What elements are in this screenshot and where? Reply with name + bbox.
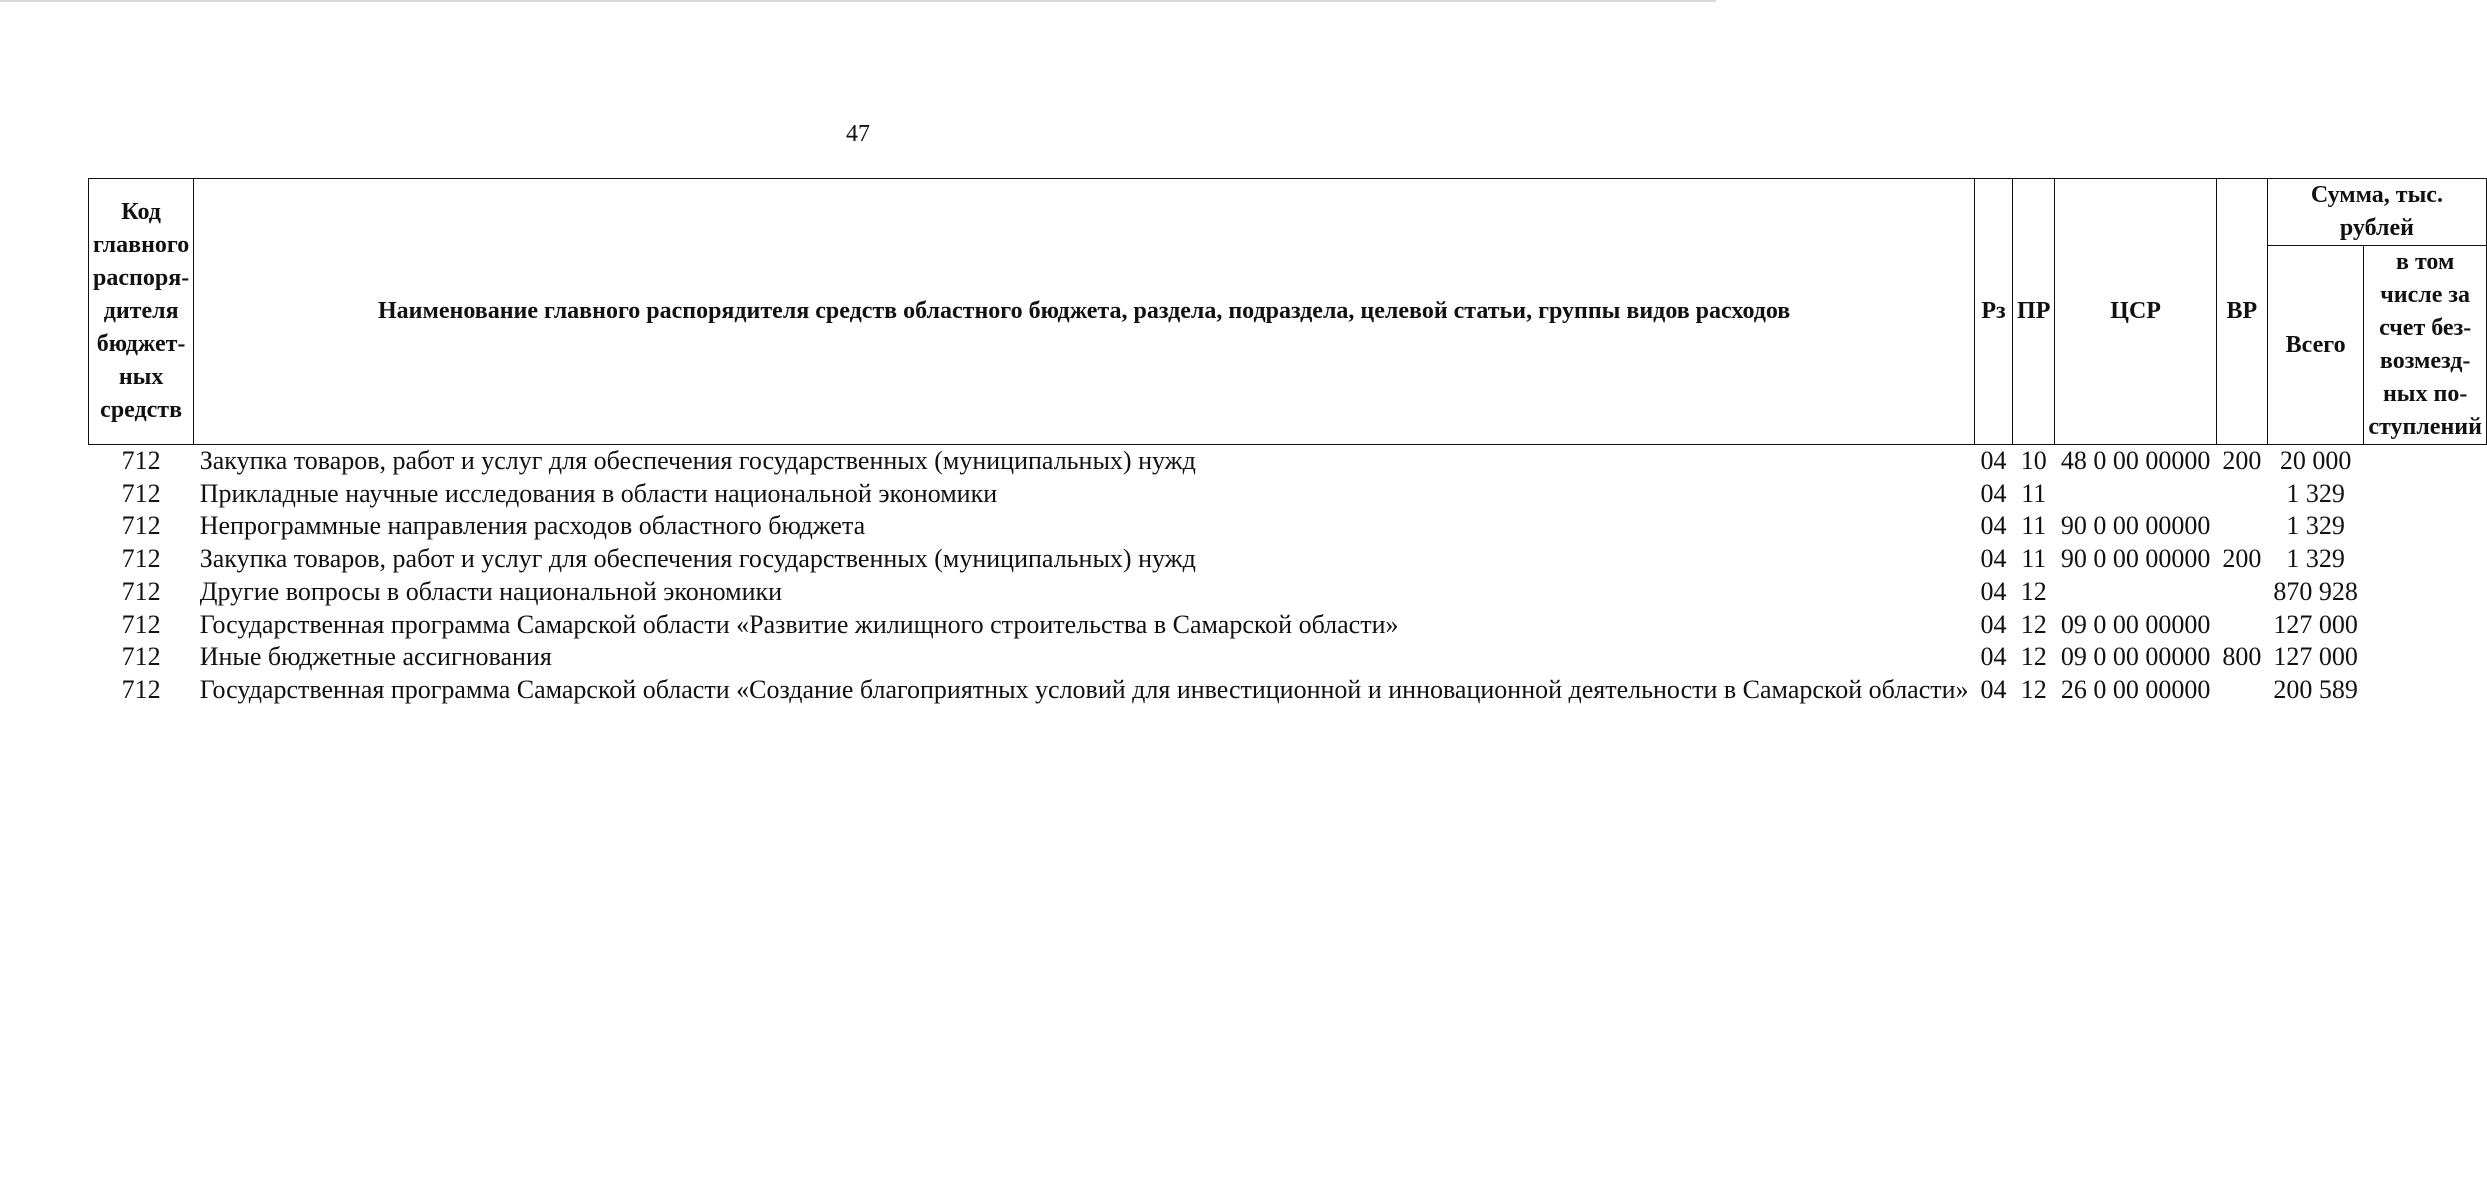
cell-total: 20 000 [2279, 446, 2352, 475]
cell-pr: 12 [2020, 576, 2047, 606]
cell-code: 712 [121, 446, 161, 475]
header-csr: ЦСР [2055, 179, 2217, 445]
cell-csr: 48 0 00 00000 [2060, 446, 2211, 475]
budget-table [88, 178, 2487, 707]
header-code: Код главного распоря-дителя бюджет-ных средств [89, 179, 194, 445]
cell-vr: 800 [2222, 642, 2262, 672]
cell-csr [2055, 576, 2217, 609]
cell-name: Другие вопросы в области национальной экономики [199, 576, 783, 606]
cell-code: 712 [121, 576, 161, 606]
cell-name: Прикладные научные исследования в области национальной экономики [199, 478, 998, 508]
cell-total: 127 000 [2273, 642, 2358, 672]
table-row [89, 641, 2487, 674]
cell-rz: 04 [1980, 478, 2007, 508]
cell-name: Государственная программа Самарской области «Создание благоприятных условий для инвестиционной и инновационной деятельности в Самарской области» [199, 674, 1969, 704]
header-rz: Рз [1975, 179, 2013, 445]
cell-csr: 90 0 00 00000 [2060, 544, 2211, 574]
cell-vr [2216, 510, 2267, 543]
cell-name: Непрограммные направления расходов областного бюджета [199, 511, 866, 541]
cell-incl [2364, 510, 2487, 543]
cell-csr: 26 0 00 00000 [2060, 674, 2211, 704]
cell-rz: 04 [1980, 511, 2007, 541]
cell-incl [2364, 543, 2487, 576]
cell-code: 712 [121, 609, 161, 639]
header-pr: ПР [2013, 179, 2055, 445]
cell-code: 712 [121, 544, 161, 574]
cell-vr: 200 [2222, 544, 2262, 574]
table-row [89, 609, 2487, 642]
cell-incl [2364, 674, 2487, 707]
table-row [89, 674, 2487, 707]
header-incl: в том числе за счет без-возмезд-ных по-ступлений [2364, 246, 2487, 445]
cell-total: 1 329 [2286, 511, 2345, 541]
table-row [89, 510, 2487, 543]
cell-rz: 04 [1980, 544, 2007, 574]
cell-rz: 04 [1980, 576, 2007, 606]
header-sum: Сумма, тыс. рублей [2267, 179, 2486, 246]
cell-name: Государственная программа Самарской области «Развитие жилищного строительства в Самарской области» [199, 609, 1399, 639]
cell-code: 712 [121, 642, 161, 672]
cell-incl [2364, 478, 2487, 511]
cell-rz: 04 [1980, 609, 2007, 639]
cell-code: 712 [121, 511, 161, 541]
cell-csr: 90 0 00 00000 [2060, 511, 2211, 541]
cell-name: Закупка товаров, работ и услуг для обеспечения государственных (муниципальных) нужд [199, 446, 1196, 475]
page-number: 47 [846, 121, 870, 147]
table-row [89, 478, 2487, 511]
cell-name: Закупка товаров, работ и услуг для обеспечения государственных (муниципальных) нужд [199, 544, 1196, 574]
cell-vr [2216, 576, 2267, 609]
cell-name: Иные бюджетные ассигнования [199, 642, 552, 672]
cell-total: 1 329 [2286, 544, 2345, 574]
header-vr: ВР [2216, 179, 2267, 445]
cell-vr [2216, 609, 2267, 642]
cell-vr [2216, 478, 2267, 511]
table-header [89, 179, 2487, 445]
cell-rz: 04 [1980, 674, 2007, 704]
table-body [89, 445, 2487, 707]
cell-code: 712 [121, 674, 161, 704]
cell-pr: 12 [2020, 674, 2047, 704]
cell-total: 1 329 [2286, 478, 2345, 508]
cell-incl [2364, 445, 2487, 478]
cell-total: 127 000 [2273, 609, 2358, 639]
cell-pr: 12 [2020, 642, 2047, 672]
cell-csr: 09 0 00 00000 [2060, 642, 2211, 672]
cell-rz: 04 [1980, 642, 2007, 672]
cell-vr: 200 [2222, 446, 2262, 475]
cell-vr [2216, 674, 2267, 707]
cell-pr: 12 [2020, 609, 2047, 639]
table-row [89, 445, 2487, 478]
cell-pr: 10 [2020, 446, 2047, 475]
cell-csr: 09 0 00 00000 [2060, 609, 2211, 639]
table-row [89, 543, 2487, 576]
cell-rz: 04 [1980, 446, 2007, 475]
cell-total: 200 589 [2273, 674, 2358, 704]
cell-csr [2055, 478, 2217, 511]
cell-pr: 11 [2021, 544, 2047, 574]
header-total: Всего [2267, 246, 2364, 445]
cell-total: 870 928 [2273, 576, 2358, 606]
header-name: Наименование главного распорядителя средств областного бюджета, раздела, подраздела, целевой статьи, группы видов расходов [194, 179, 1975, 445]
cell-pr: 11 [2021, 478, 2047, 508]
cell-code: 712 [121, 478, 161, 508]
table-row [89, 576, 2487, 609]
cell-incl [2364, 576, 2487, 609]
cell-pr: 11 [2021, 511, 2047, 541]
top-rule [0, 0, 1716, 2]
cell-incl [2364, 641, 2487, 674]
cell-incl [2364, 609, 2487, 642]
